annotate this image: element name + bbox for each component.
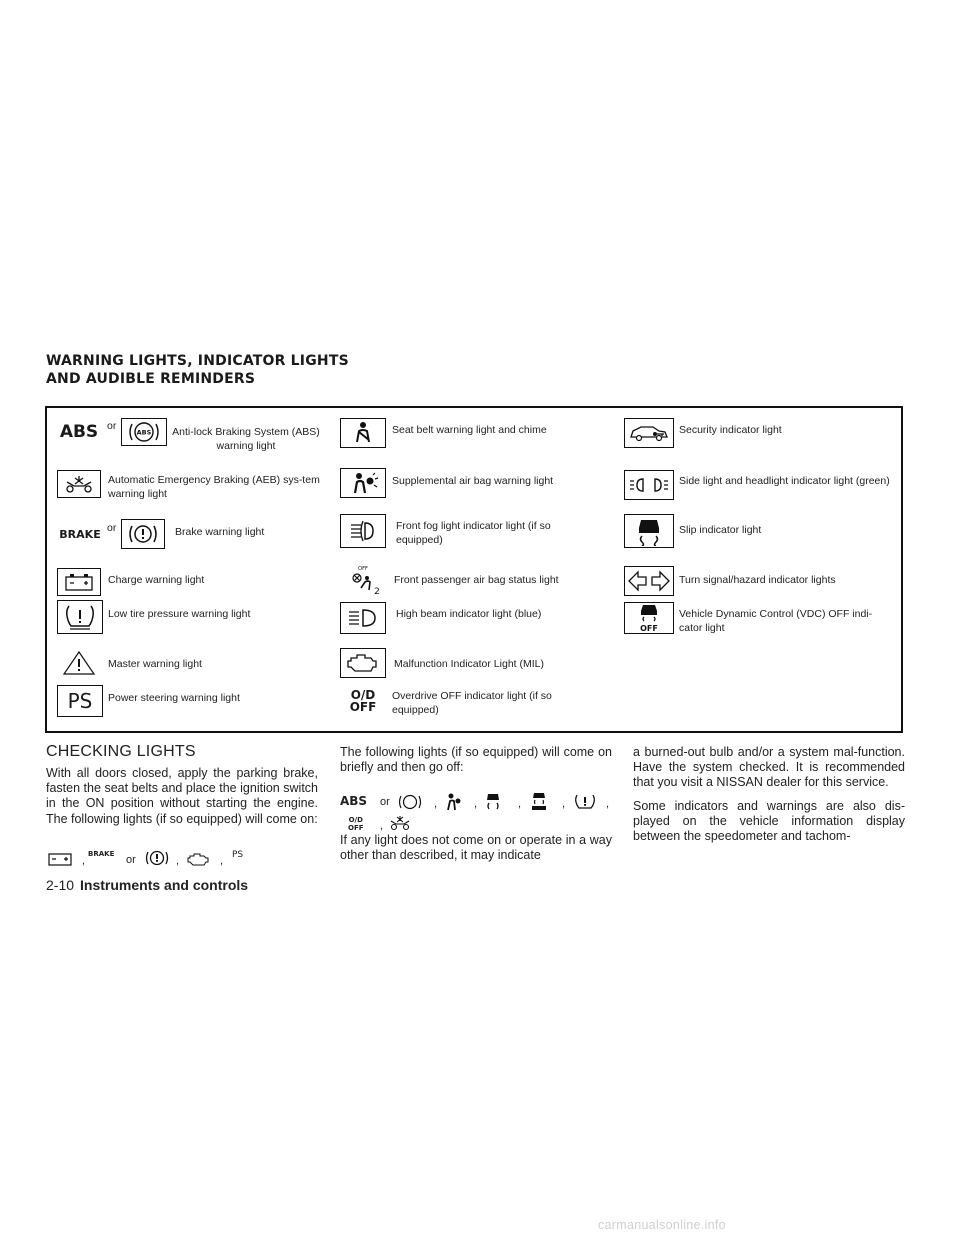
od-off-small-icon [348, 816, 364, 832]
label-brake: Brake warning light [175, 526, 265, 538]
label-high-beam: High beam indicator light (blue) [396, 608, 542, 620]
label-od-off: Overdrive OFF indicator light (if so equipped) [392, 690, 552, 716]
sep: , [562, 798, 566, 810]
fog-light-icon [340, 514, 386, 548]
sep: , [82, 855, 86, 867]
seatbelt-icon [482, 792, 504, 815]
checking-col-2b [340, 833, 612, 871]
aeb-icon [388, 814, 412, 835]
sep: , [518, 798, 522, 810]
section-heading [46, 352, 349, 388]
airbag-icon [340, 468, 386, 498]
sep: , [474, 798, 478, 810]
or-text: or [107, 420, 117, 432]
seatbelt-icon [340, 418, 386, 448]
brake-circle-icon [121, 519, 165, 549]
checking-col1-text: With all doors closed, apply the parking brake, fasten the seat belts and place the ignition switch in the ON position without starting the engine. The following lights (if so equipped) will come on: [46, 766, 318, 826]
slip-icon [624, 514, 674, 548]
brake-text: BRAKE [59, 527, 101, 541]
aeb-icon [57, 470, 101, 498]
checking-col-2 [340, 745, 612, 783]
brake-text-icon: BRAKE [88, 850, 115, 858]
footer-section: Instruments and controls [80, 877, 249, 893]
ps-text-icon: PS [232, 850, 244, 860]
abs-circle-icon [121, 418, 167, 446]
label-security: Security indicator light [679, 424, 782, 436]
ps-text: PS [67, 689, 93, 713]
sep: , [606, 798, 610, 810]
od-small: O/D [348, 816, 363, 824]
label-abs: Anti-lock Braking System (ABS) warning light [172, 426, 320, 452]
label-seatbelt: Seat belt warning light and chime [392, 424, 547, 436]
or-text: or [126, 854, 136, 866]
abs-circle-icon [396, 792, 424, 815]
passenger-airbag-off-icon [340, 564, 386, 596]
security-icon [624, 418, 674, 448]
checking-col2-icons [340, 792, 612, 834]
page-footer [46, 877, 248, 893]
airbag-icon [442, 792, 466, 815]
checking-col3-text2: Some indicators and warnings are also dis-played on the vehicle information display between the speedometer and tachom- [633, 798, 905, 844]
od-off-icon [340, 684, 386, 718]
battery-icon [46, 850, 76, 869]
watermark: carmanualsonline.info [598, 1218, 726, 1232]
label-vdc-off: Vehicle Dynamic Control (VDC) OFF indi-cator light [679, 608, 873, 634]
label-fog-light: Front fog light indicator light (if so equipped) [396, 520, 551, 546]
tire-pressure-icon [57, 600, 103, 634]
vdc-off-text: OFF [640, 624, 658, 633]
checking-col-3 [633, 745, 905, 852]
master-warning-icon [57, 648, 101, 678]
label-charge: Charge warning light [108, 574, 205, 586]
page-number: 2-10 [46, 877, 75, 893]
checking-lights-title: CHECKING LIGHTS [46, 743, 196, 760]
engine-icon [184, 850, 214, 871]
brake-circle-icon [142, 848, 172, 871]
warning-lights-table [45, 406, 903, 733]
checking-col2-text2: If any light does not come on or operate in a way other than described, it may indicate [340, 833, 612, 863]
abs-text-icon: ABS [340, 794, 368, 808]
checking-col2-text1: The following lights (if so equipped) will come on briefly and then go off: [340, 745, 612, 775]
abs-text-icon [57, 418, 101, 446]
off-small-text: OFF [358, 566, 368, 572]
abs-text: ABS [59, 422, 99, 442]
od-text: O/D [350, 688, 376, 702]
checking-col3-text1: a burned-out bulb and/or a system mal-function. Have the system checked. It is recommended that you visit a NISSAN dealer for this service. [633, 745, 905, 790]
sep: , [434, 798, 438, 810]
label-passenger-airbag: Front passenger air bag status light [394, 574, 559, 586]
high-beam-icon [340, 602, 386, 634]
label-power-steering: Power steering warning light [108, 692, 240, 704]
tire-pressure-icon [572, 792, 598, 815]
abs-small-text: ABS [136, 428, 152, 437]
off-text: OFF [349, 700, 377, 714]
power-steering-icon [57, 685, 103, 717]
label-tire-pressure: Low tire pressure warning light [108, 608, 251, 620]
vdc-off-icon [624, 602, 674, 634]
or-text: or [380, 796, 390, 808]
checking-col1-icons [46, 848, 318, 872]
label-aeb: Automatic Emergency Braking (AEB) sys-tem warning light [108, 474, 320, 500]
engine-icon [340, 648, 386, 678]
sep: , [176, 855, 180, 867]
heading-line-1: WARNING LIGHTS, INDICATOR LIGHTS [46, 353, 349, 369]
or-text: or [107, 522, 117, 534]
battery-icon [57, 568, 101, 596]
brake-text-icon [55, 520, 105, 548]
heading-line-2: AND AUDIBLE REMINDERS [46, 371, 256, 387]
label-slip: Slip indicator light [679, 524, 762, 536]
sep: , [220, 855, 224, 867]
turn-signal-icon [624, 566, 674, 596]
label-turn-signal: Turn signal/hazard indicator lights [679, 574, 836, 586]
label-master-warning: Master warning light [108, 658, 202, 670]
off-small: OFF [348, 824, 364, 832]
label-airbag: Supplemental air bag warning light [392, 475, 554, 487]
side-light-icon [624, 470, 674, 500]
checking-col-1 [46, 766, 318, 835]
label-side-light: Side light and headlight indicator light (green) [679, 475, 890, 487]
label-engine: Malfunction Indicator Light (MIL) [394, 658, 544, 670]
passenger-num-text: 2 [374, 587, 380, 596]
vdc-off-icon [528, 792, 550, 815]
sep: , [380, 820, 384, 832]
